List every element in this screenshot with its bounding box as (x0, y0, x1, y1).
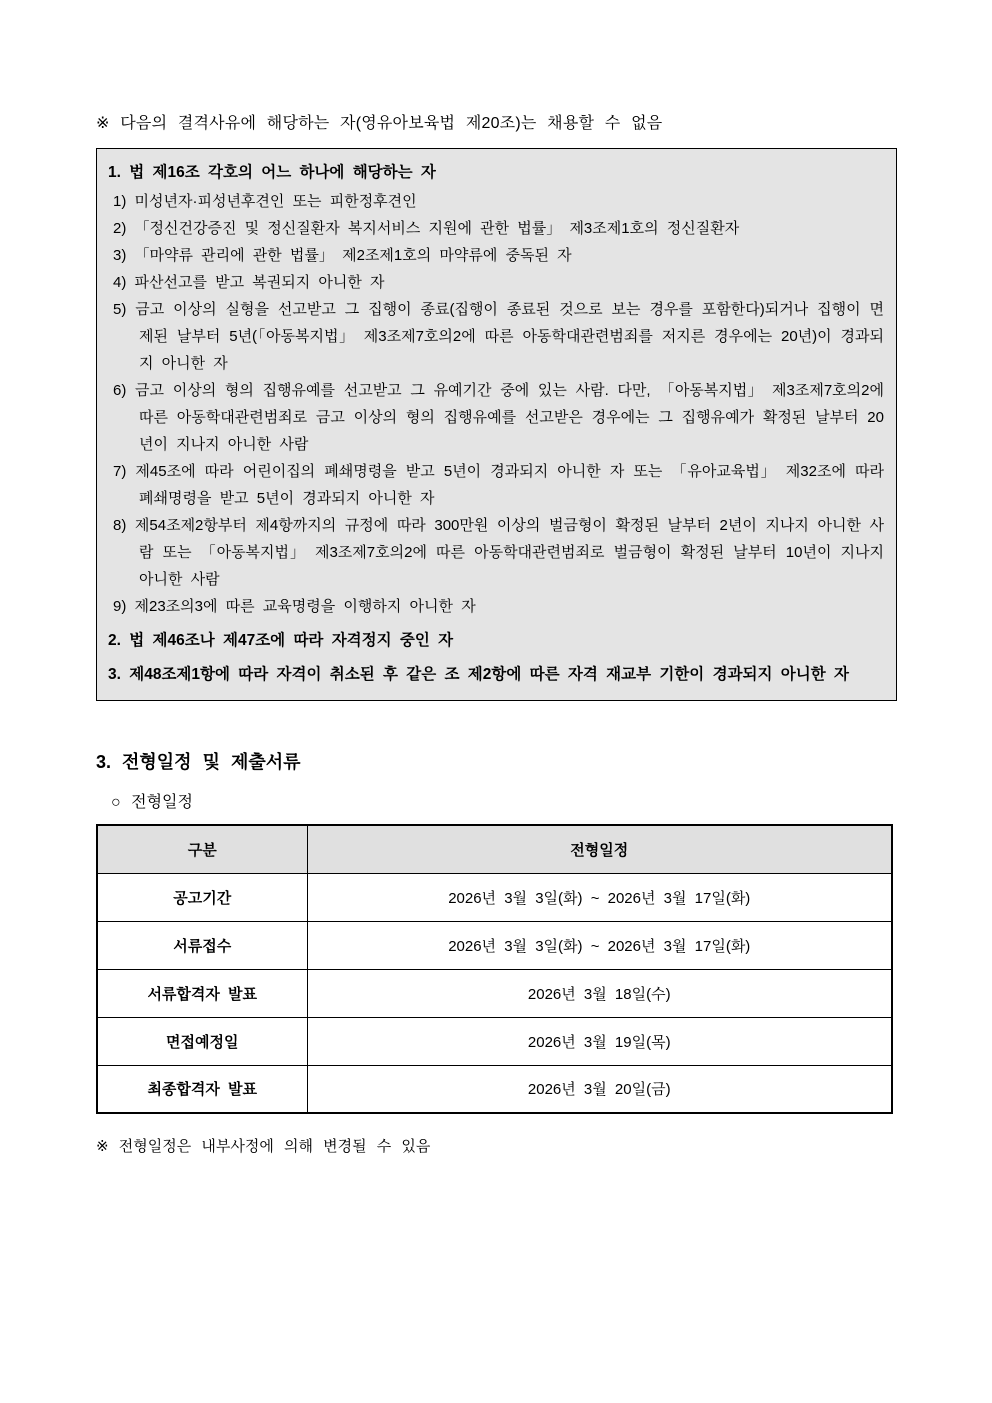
table-header-cell: 전형일정 (307, 825, 892, 873)
disqualification-item: 8) 제54조제2항부터 제4항까지의 규정에 따라 300만원 이상의 벌금형이 확정된 날부터 2년이 지나지 아니한 사람 또는 「아동복지법」 제3조제7호의2에 따른 아동학대관련범죄로 벌금형이 확정된 날부터 10년이 지나지 아니한 사람 (113, 517, 884, 588)
table-row (97, 969, 892, 1017)
table-row (97, 921, 892, 969)
disqualification-item-list (108, 159, 884, 688)
disqualification-box (96, 148, 897, 701)
schedule-change-note: ※ 전형일정은 내부사정에 의해 변경될 수 있음 (96, 1138, 431, 1155)
row-value-cell: 2026년 3월 19일(목) (307, 1017, 892, 1065)
row-label-cell: 서류합격자 발표 (97, 969, 307, 1017)
row-value-cell: 2026년 3월 18일(수) (307, 969, 892, 1017)
table-row (97, 1017, 892, 1065)
disqualification-item: 9) 제23조의3에 따른 교육명령을 이행하지 아니한 자 (113, 598, 476, 615)
disqualification-item: 4) 파산선고를 받고 복권되지 아니한 자 (113, 274, 385, 291)
disqualification-item: 5) 금고 이상의 실형을 선고받고 그 집행이 종료(집행이 종료된 것으로 보는 경우를 포함한다)되거나 집행이 면제된 날부터 5년(「아동복지법」 제3조제7호의2에 따른 아동학대관련범죄를 저지른 경우에는 20년)이 경과되지 아니한 자 (113, 301, 884, 372)
document-page (96, 110, 897, 1156)
disqualification-item: 1. 법 제16조 각호의 어느 하나에 해당하는 자 (108, 164, 436, 181)
row-label-cell: 공고기간 (97, 873, 307, 921)
schedule-table-body (97, 873, 892, 1113)
row-value-cell: 2026년 3월 3일(화) ~ 2026년 3월 17일(화) (307, 921, 892, 969)
table-header-row (97, 825, 892, 873)
section-subtitle: ○ 전형일정 (111, 794, 193, 811)
row-label-cell: 서류접수 (97, 921, 307, 969)
table-row (97, 1065, 892, 1113)
disqualification-note: ※ 다음의 결격사유에 해당하는 자(영유아보육법 제20조)는 채용할 수 없음 (96, 115, 663, 132)
table-header-cell: 구분 (97, 825, 307, 873)
row-label-cell: 면접예정일 (97, 1017, 307, 1065)
schedule-table (96, 824, 893, 1114)
row-value-cell: 2026년 3월 20일(금) (307, 1065, 892, 1113)
row-label-cell: 최종합격자 발표 (97, 1065, 307, 1113)
disqualification-item: 1) 미성년자·피성년후견인 또는 피한정후견인 (113, 193, 417, 210)
disqualification-item: 2. 법 제46조나 제47조에 따라 자격정지 중인 자 (108, 632, 454, 649)
table-row (97, 873, 892, 921)
disqualification-item: 6) 금고 이상의 형의 집행유예를 선고받고 그 유예기간 중에 있는 사람. 다만, 「아동복지법」 제3조제7호의2에 따른 아동학대관련범죄로 금고 이상의 형의 집행유예를 선고받은 경우에는 그 집행유예가 확정된 날부터 20년이 지나지 아니한 사람 (113, 382, 884, 453)
disqualification-item: 2) 「정신건강증진 및 정신질환자 복지서비스 지원에 관한 법률」 제3조제1호의 정신질환자 (113, 220, 740, 237)
row-value-cell: 2026년 3월 3일(화) ~ 2026년 3월 17일(화) (307, 873, 892, 921)
disqualification-item: 3. 제48조제1항에 따라 자격이 취소된 후 같은 조 제2항에 따른 자격 재교부 기한이 경과되지 아니한 자 (108, 666, 849, 683)
disqualification-item: 7) 제45조에 따라 어린이집의 폐쇄명령을 받고 5년이 경과되지 아니한 자 또는 「유아교육법」 제32조에 따라 폐쇄명령을 받고 5년이 경과되지 아니한 자 (113, 463, 884, 507)
schedule-table-header (97, 825, 892, 873)
section-title: 3. 전형일정 및 제출서류 (96, 752, 301, 772)
disqualification-item: 3) 「마약류 관리에 관한 법률」 제2조제1호의 마약류에 중독된 자 (113, 247, 572, 264)
